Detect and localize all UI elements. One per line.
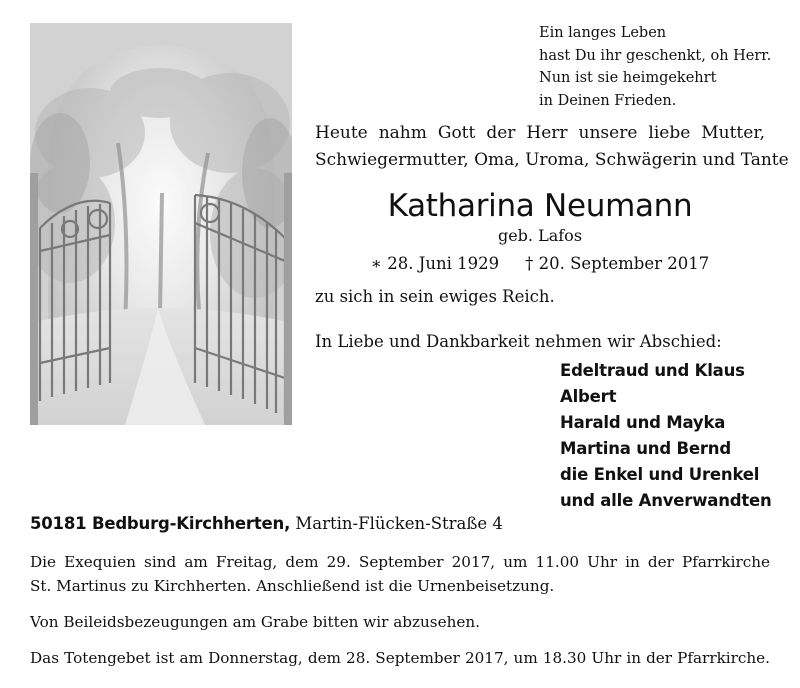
poem-line: hast Du ihr geschenkt, oh Herr. — [539, 47, 772, 64]
garden-gate-photo — [30, 23, 292, 425]
mourner: und alle Anverwandten — [560, 491, 772, 510]
intro-text — [315, 120, 789, 174]
birth-date: ∗ 28. Juni 1929 — [370, 254, 500, 273]
exequien-line-1: Die Exequien sind am Freitag, dem 29. September 2017, um 11.00 Uhr in der Pfarrkirche — [30, 553, 770, 571]
death-date: † 20. September 2017 — [525, 254, 710, 273]
family-address — [30, 512, 503, 536]
maiden-name: geb. Lafos — [497, 226, 583, 245]
poem — [539, 22, 771, 112]
address-city: 50181 Bedburg-Kirchherten, — [30, 514, 291, 533]
prayer-info: Das Totengebet ist am Donnerstag, dem 28. September 2017, um 18.30 Uhr in der Pfarrkirche. — [30, 649, 770, 667]
condolence-note: Von Beileidsbezeugungen am Grabe bitten wir abzusehen. — [30, 613, 480, 631]
mourner: Harald und Mayka — [560, 413, 726, 432]
poem-line: in Deinen Frieden. — [539, 92, 677, 109]
mourner: Edeltraud und Klaus — [560, 361, 745, 380]
life-dates — [315, 252, 765, 276]
exequien-info — [30, 550, 770, 598]
garden-gate-illustration — [30, 23, 292, 425]
after-dates-text: zu sich in sein ewiges Reich. — [315, 287, 555, 306]
exequien-line-2: St. Martinus zu Kirchherten. Anschließend ist die Urnenbeisetzung. — [30, 577, 555, 595]
address-street: Martin-Flücken-Straße 4 — [295, 514, 503, 533]
mourner: Albert — [560, 387, 617, 406]
intro-line-1: Heute nahm Gott der Herr unsere liebe Mutter, — [315, 123, 765, 143]
mourners-list — [560, 358, 772, 514]
intro-line-2: Schwiegermutter, Oma, Uroma, Schwägerin und Tante — [315, 150, 789, 170]
poem-line: Nun ist sie heimgekehrt — [539, 70, 717, 86]
mourner: die Enkel und Urenkel — [560, 465, 760, 484]
deceased-name: Katharina Neumann — [387, 188, 693, 224]
mourner: Martina und Bernd — [560, 439, 731, 458]
farewell-text: In Liebe und Dankbarkeit nehmen wir Abschied: — [315, 332, 722, 351]
poem-line: Ein langes Leben — [539, 25, 667, 41]
